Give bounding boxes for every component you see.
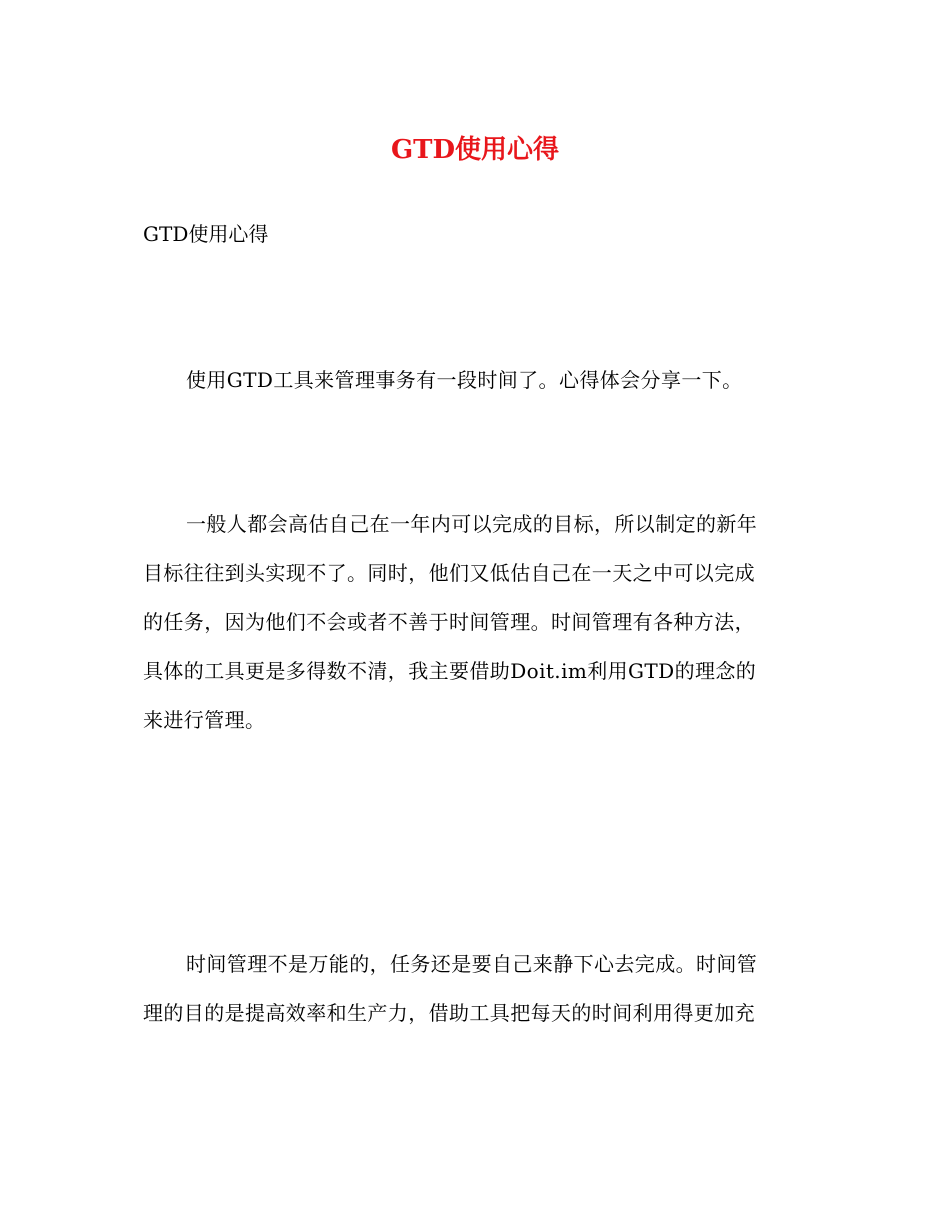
paragraph-line: 时间管理不是万能的，任务还是要自己来静下心去完成。时间管 xyxy=(186,952,758,976)
paragraph-line: 使用GTD工具来管理事务有一段时间了。心得体会分享一下。 xyxy=(186,368,743,392)
paragraph-line: 一般人都会高估自己在一年内可以完成的目标，所以制定的新年 xyxy=(186,512,758,536)
document-subtitle: GTD使用心得 xyxy=(143,222,269,246)
paragraph-line: 目标往往到头实现不了。同时，他们又低估自己在一天之中可以完成 xyxy=(143,561,755,585)
paragraph-line: 具体的工具更是多得数不清，我主要借助Doit.im利用GTD的理念的 xyxy=(143,659,757,683)
paragraph-1 xyxy=(143,356,803,405)
paragraph-2 xyxy=(143,500,803,745)
paragraph-line: 的任务，因为他们不会或者不善于时间管理。时间管理有各种方法， xyxy=(143,610,755,634)
document-title: GTD使用心得 xyxy=(390,135,560,165)
paragraph-line: 理的目的是提高效率和生产力，借助工具把每天的时间利用得更加充 xyxy=(143,1001,755,1025)
paragraph-line: 来进行管理。 xyxy=(143,708,266,732)
paragraph-3 xyxy=(143,940,803,1038)
